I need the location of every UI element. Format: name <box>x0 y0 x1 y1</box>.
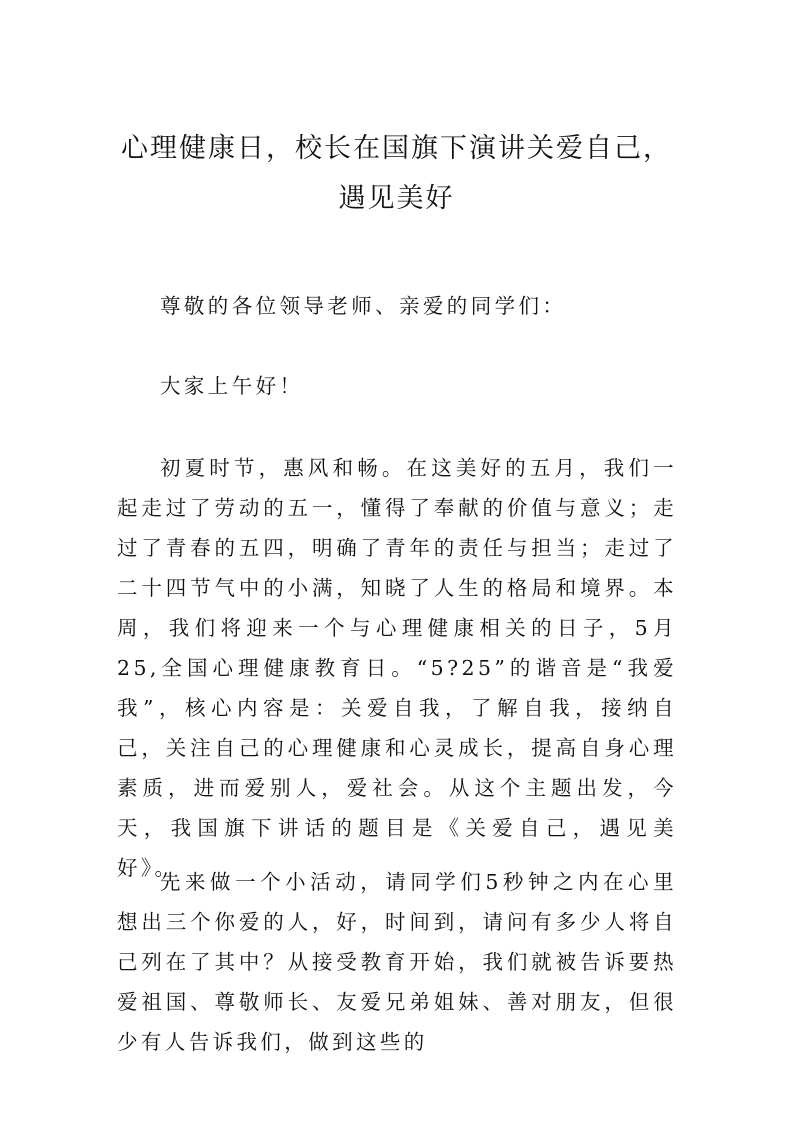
greeting-paragraph: 大家上午好！ <box>160 374 304 398</box>
title-line-1: 心理健康日，校长在国旗下演讲关爱自己， <box>121 133 672 164</box>
body-paragraph-activity: 先来做一个小活动，请同学们5秒钟之内在心里想出三个你爱的人，好，时间到，请问有多少人将自己列在了其中？从接受教育开始，我们就被告诉要热爱祖国、尊敬师长、友爱兄弟姐妹、善对朋友，但很少有人告诉我们，做到这些的 <box>117 870 677 1054</box>
salutation-paragraph: 尊敬的各位领导老师、亲爱的同学们： <box>160 294 567 318</box>
document-title <box>100 124 693 224</box>
body-paragraph-intro: 初夏时节，惠风和畅。在这美好的五月，我们一起走过了劳动的五一，懂得了奉献的价值与意义；走过了青春的五四，明确了青年的责任与担当；走过了二十四节气中的小满，知晓了人生的格局和境界。本周，我们将迎来一个与心理健康相关的日子，5月25,全国心理健康教育日。“5?25”的谐音是“我爱我”，核心内容是：关爱自我，了解自我，接纳自己，关注自己的心理健康和心灵成长，提高自身心理素质，进而爱别人，爱社会。从这个主题出发，今天，我国旗下讲话的题目是《关爱自己，遇见美好》。 <box>117 456 677 880</box>
title-line-2: 遇见美好 <box>338 183 455 214</box>
